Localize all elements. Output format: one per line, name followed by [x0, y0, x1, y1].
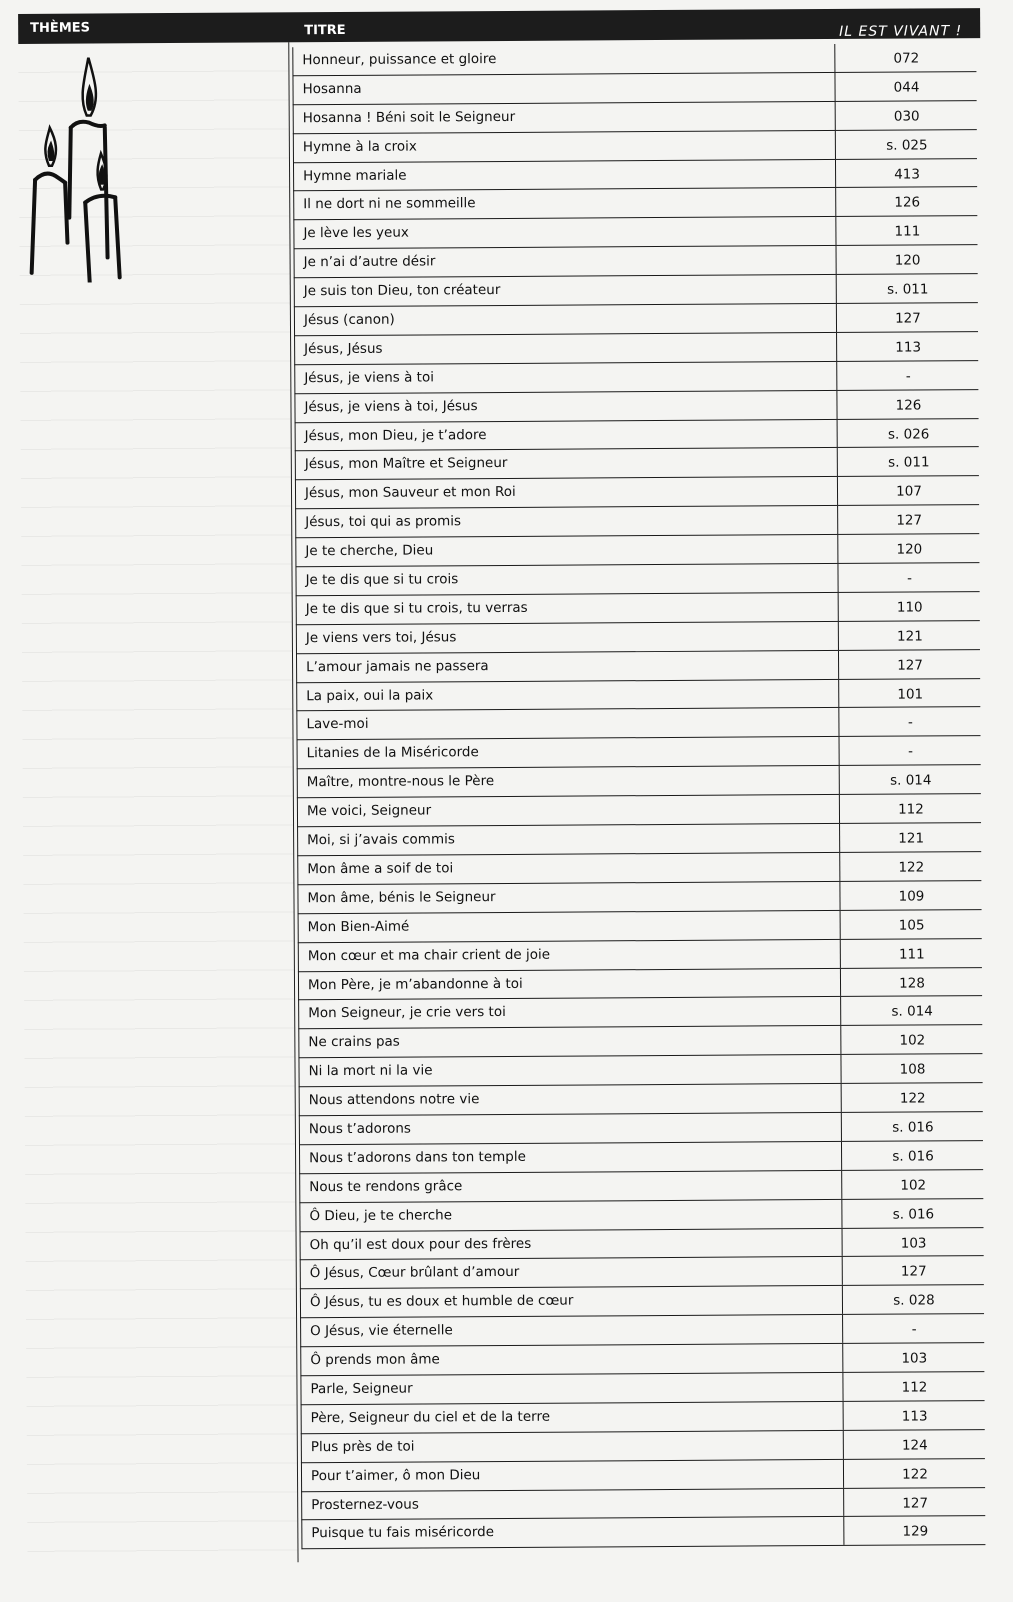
song-number: 109	[839, 881, 982, 910]
song-row	[297, 765, 981, 798]
song-number: s. 011	[836, 274, 979, 303]
song-number: 044	[834, 72, 977, 101]
table-header	[18, 8, 980, 44]
song-row	[293, 130, 977, 163]
song-row	[296, 592, 980, 625]
song-title: Ô prends mon âme	[310, 1351, 440, 1369]
song-row	[300, 1314, 984, 1347]
song-number: 112	[839, 794, 982, 823]
song-title: O Jésus, vie éternelle	[310, 1322, 453, 1340]
themes-column-header: THÈMES	[30, 20, 91, 36]
song-number: 111	[835, 216, 978, 245]
song-title: Nous attendons notre vie	[308, 1091, 480, 1109]
song-title: Mon âme, bénis le Seigneur	[307, 888, 496, 907]
song-title: Jésus, mon Sauveur et mon Roi	[304, 484, 516, 502]
song-number: s. 014	[840, 996, 983, 1025]
song-number: 112	[842, 1372, 985, 1401]
song-row	[295, 534, 979, 567]
song-row	[296, 679, 980, 712]
song-row	[300, 1228, 984, 1261]
song-title: Me voici, Seigneur	[306, 802, 432, 820]
song-row	[299, 1083, 983, 1116]
song-number: 105	[840, 910, 983, 939]
song-number: 124	[843, 1430, 986, 1459]
song-number: 122	[839, 852, 982, 881]
song-row	[294, 361, 978, 394]
song-number: 111	[840, 939, 983, 968]
song-title: Nous te rendons grâce	[309, 1177, 463, 1195]
song-number: -	[836, 361, 979, 390]
song-row	[294, 274, 978, 307]
song-title: Jésus, mon Maître et Seigneur	[304, 455, 508, 473]
song-number: 107	[837, 476, 980, 505]
song-number: 030	[835, 101, 978, 130]
song-table	[292, 43, 985, 1549]
song-title: Hymne à la croix	[302, 138, 417, 155]
song-title: Hosanna	[302, 80, 362, 98]
song-row	[300, 1343, 984, 1376]
song-number: 127	[838, 650, 981, 679]
song-title: Père, Seigneur du ciel et de la terre	[310, 1408, 551, 1427]
song-number: 127	[843, 1488, 986, 1517]
song-number: 072	[834, 43, 977, 72]
song-title: Mon Bien-Aimé	[307, 918, 410, 935]
song-title: Prosternez-vous	[311, 1496, 419, 1513]
song-title: Je suis ton Dieu, ton créateur	[303, 282, 501, 300]
song-title: Ô Jésus, tu es doux et humble de cœur	[309, 1292, 574, 1311]
song-title: Jésus, Jésus	[304, 340, 383, 358]
song-number: -	[839, 736, 982, 765]
song-title: La paix, oui la paix	[306, 687, 434, 704]
song-number: -	[837, 563, 980, 592]
song-number: 103	[842, 1228, 985, 1257]
song-title: Je lève les yeux	[303, 224, 409, 242]
song-title: Il ne dort ni ne sommeille	[303, 195, 476, 213]
song-title: Mon Seigneur, je crie vers toi	[308, 1004, 506, 1022]
song-number: s. 016	[841, 1141, 984, 1170]
song-number: 120	[837, 534, 980, 563]
song-title: Plus près de toi	[310, 1438, 415, 1455]
song-row	[298, 968, 982, 1001]
song-title: Oh qu’il est doux pour des frères	[309, 1235, 532, 1253]
song-title: Pour t’aimer, ô mon Dieu	[310, 1466, 481, 1484]
song-title: L’amour jamais ne passera	[306, 657, 489, 675]
song-title: Honneur, puissance et gloire	[302, 51, 497, 69]
song-number: 122	[841, 1083, 984, 1112]
song-row	[300, 1372, 984, 1405]
song-title: Ô Dieu, je te cherche	[309, 1206, 453, 1224]
song-number: 103	[842, 1343, 985, 1372]
song-row	[301, 1430, 985, 1463]
song-row	[293, 159, 977, 192]
song-number: s. 025	[835, 130, 978, 159]
song-row	[300, 1256, 984, 1289]
song-number: 127	[842, 1256, 985, 1285]
song-row	[292, 72, 976, 105]
song-number: 113	[836, 332, 979, 361]
song-row	[298, 939, 982, 972]
song-row	[292, 43, 976, 76]
song-title: Parle, Seigneur	[310, 1380, 413, 1398]
song-title: Mon Père, je m’abandonne à toi	[307, 975, 523, 993]
song-row	[297, 823, 981, 856]
song-row	[295, 448, 979, 481]
song-title: Je n’ai d’autre désir	[303, 253, 436, 271]
song-row	[297, 881, 981, 914]
song-title: Ni la mort ni la vie	[308, 1062, 433, 1080]
song-number: 102	[840, 1025, 983, 1054]
song-row	[295, 505, 979, 538]
song-row	[300, 1285, 984, 1318]
song-number: s. 016	[841, 1112, 984, 1141]
song-title: Je te dis que si tu crois, tu verras	[305, 599, 528, 618]
song-title: Nous t’adorons dans ton temple	[309, 1148, 526, 1167]
song-row	[301, 1401, 985, 1434]
song-row	[293, 101, 977, 134]
titre-column-header: TITRE	[304, 22, 346, 39]
song-title: Je te cherche, Dieu	[305, 542, 434, 560]
song-title: Jésus, je viens à toi, Jésus	[304, 397, 478, 415]
song-number: 121	[839, 823, 982, 852]
song-title: Mon âme a soif de toi	[307, 860, 454, 878]
song-title: Jésus, toi qui as promis	[305, 513, 462, 531]
song-number: s. 026	[837, 419, 980, 448]
song-row	[299, 1112, 983, 1145]
song-number: 126	[835, 188, 978, 217]
song-number: s. 016	[841, 1199, 984, 1228]
song-title: Mon cœur et ma chair crient de joie	[307, 946, 551, 964]
song-row	[295, 419, 979, 452]
song-title: Litanies de la Miséricorde	[306, 744, 479, 762]
song-row	[294, 245, 978, 278]
song-row	[295, 563, 979, 596]
song-row	[298, 1025, 982, 1058]
song-title: Jésus (canon)	[303, 311, 395, 329]
song-number: s. 028	[842, 1285, 985, 1314]
song-row	[297, 736, 981, 769]
song-row	[298, 1054, 982, 1087]
song-number: -	[838, 708, 981, 737]
song-title: Jésus, mon Dieu, je t’adore	[304, 426, 487, 444]
song-row	[299, 1141, 983, 1174]
song-row	[298, 910, 982, 943]
song-number: 126	[836, 390, 979, 419]
song-row	[296, 650, 980, 683]
song-row	[301, 1516, 985, 1549]
song-title: Je viens vers toi, Jésus	[305, 629, 457, 647]
song-number: s. 011	[837, 448, 980, 477]
song-number: 122	[843, 1459, 986, 1488]
song-number: 413	[835, 159, 978, 188]
song-row	[301, 1459, 985, 1492]
song-row	[297, 794, 981, 827]
song-row	[294, 390, 978, 423]
song-title: Lave-moi	[306, 716, 369, 733]
song-number: 127	[836, 303, 979, 332]
song-number: 127	[837, 505, 980, 534]
song-number: 120	[836, 245, 979, 274]
song-row	[299, 1170, 983, 1203]
song-number: 129	[843, 1516, 986, 1545]
song-row	[295, 476, 979, 509]
song-title: Moi, si j’avais commis	[307, 831, 455, 849]
song-number: 121	[838, 621, 981, 650]
song-row	[294, 332, 978, 365]
song-number: 128	[840, 968, 983, 997]
il-est-vivant-column-header: IL EST VIVANT !	[839, 23, 963, 40]
song-row	[296, 621, 980, 654]
song-number: 113	[843, 1401, 986, 1430]
song-title: Ne crains pas	[308, 1033, 400, 1051]
song-row	[294, 303, 978, 336]
song-title: Jésus, je viens à toi	[304, 369, 434, 386]
candles-icon	[22, 57, 133, 283]
song-title: Maître, montre-nous le Père	[306, 773, 495, 791]
song-row	[293, 188, 977, 221]
song-number: 101	[838, 679, 981, 708]
song-number: 102	[841, 1170, 984, 1199]
song-row	[293, 216, 977, 249]
song-row	[299, 1199, 983, 1232]
song-number: 108	[840, 1054, 983, 1083]
song-row	[297, 852, 981, 885]
song-title: Hymne mariale	[303, 167, 407, 184]
song-title: Ô Jésus, Cœur brûlant d’amour	[309, 1264, 520, 1282]
song-title: Hosanna ! Béni soit le Seigneur	[302, 108, 516, 126]
song-number: 110	[838, 592, 981, 621]
song-row	[301, 1488, 985, 1521]
song-title: Je te dis que si tu crois	[305, 571, 459, 589]
song-number: s. 014	[839, 765, 982, 794]
song-row	[296, 708, 980, 741]
song-row	[298, 996, 982, 1029]
song-title: Puisque tu fais miséricorde	[311, 1524, 495, 1542]
song-title: Nous t’adorons	[308, 1120, 411, 1138]
song-number: -	[842, 1314, 985, 1343]
